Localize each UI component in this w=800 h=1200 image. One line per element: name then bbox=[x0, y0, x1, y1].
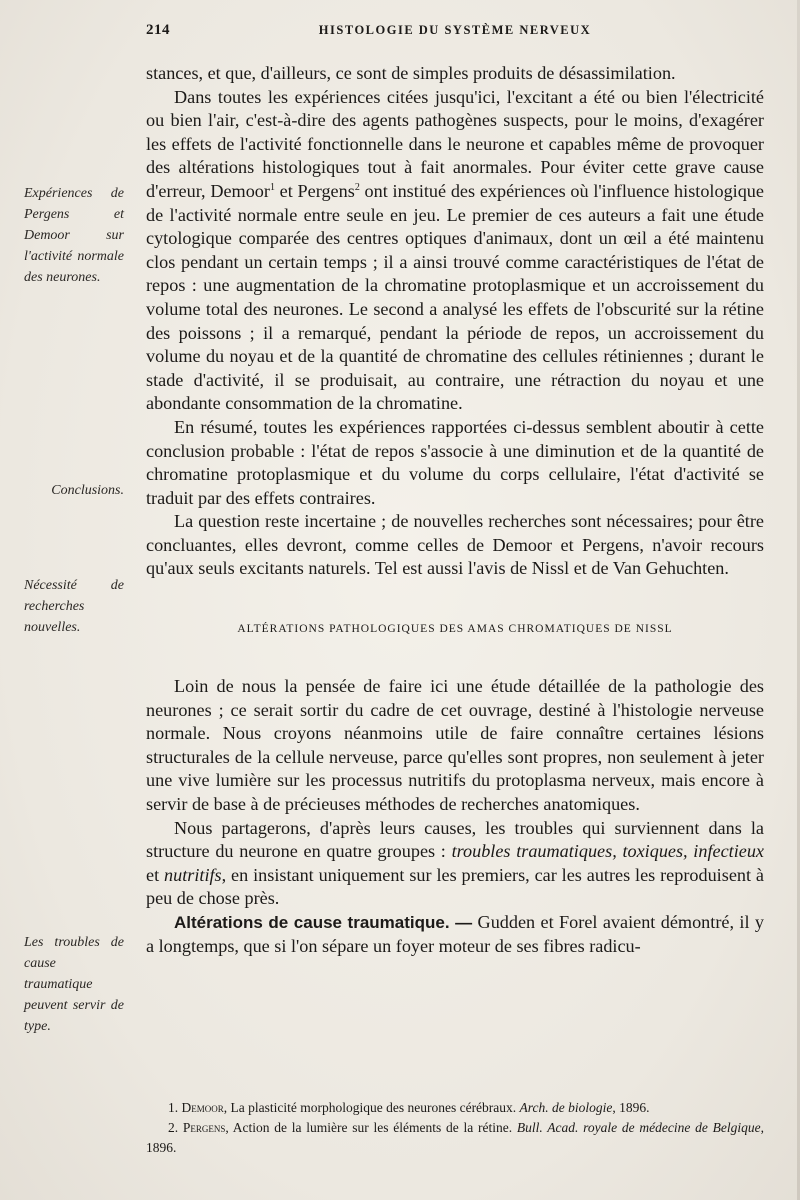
footnote-1-number: 1. bbox=[168, 1100, 179, 1115]
italic-nutritifs: nutritifs bbox=[164, 864, 222, 885]
margin-note-troubles: Les troubles de cause traumatique peuvent servir de type. bbox=[24, 935, 124, 1034]
footnote-2-text: , Action de la lumière sur les éléments de la rétine. bbox=[225, 1120, 517, 1135]
main-text bbox=[146, 62, 764, 958]
page-header bbox=[146, 22, 764, 42]
paragraph-groups bbox=[146, 817, 764, 911]
margin-note-necessite: Nécessité de recherches nouvelles. bbox=[24, 578, 124, 635]
margin-note-experiences: Expériences de Pergens et Demoor sur l'activité normale des neurones. bbox=[24, 186, 124, 285]
paragraph-excitants-text: Dans toutes les expériences citées jusqu'ici, l'excitant a été ou bien l'électricité ou bien l'air, c'est-à-dire des agents pathogènes suspects, pour le moins, d'exagérer les effets de l'activité fonctionnelle dans le neurone et capables même de provoquer des altérations histologiques tout à fait anormales. bbox=[146, 86, 764, 178]
footnote-2-number: 2. bbox=[168, 1120, 179, 1135]
footnote-2-journal: Bull. Acad. royale de médecine de Belgique bbox=[516, 1120, 761, 1135]
runin-heading-traumatic: Altérations de cause traumatique. — bbox=[174, 913, 473, 932]
footnote-1 bbox=[146, 1098, 764, 1118]
footnote-1-year: , 1896. bbox=[612, 1100, 650, 1115]
running-title: HISTOLOGIE DU SYSTÈME NERVEUX bbox=[318, 23, 592, 37]
paragraph-excitants bbox=[146, 86, 764, 416]
paragraph-pathology: Loin de nous la pensée de faire ici une étude détaillée de la pathologie des neurones ; ce serait sortir du cadre de cet ouvrage, destiné à l'histologie nerveuse normale. Nous croyons néanmoins utile de faire connaître certaines lésions structurales de la cellule nerveuse, parce qu'elles sont propres, non seulement à jeter une vive lumière sur les processus nutritifs du protoplasma nerveux, mais encore à servir de base à de précieuses méthodes de recherches anatomiques. bbox=[146, 676, 764, 815]
italic-troubles: troubles traumatiques, toxiques, infectieux bbox=[451, 841, 764, 862]
footnote-1-journal: Arch. de biologie bbox=[519, 1100, 613, 1115]
paragraph-groups-end: , en insistant uniquement sur les premiers, car les autres les reproduisent à peu de chose près. bbox=[146, 864, 764, 909]
footnote-ref-2[interactable]: 2 bbox=[354, 181, 360, 193]
section-title: ALTÉRATIONS PATHOLOGIQUES DES AMAS CHROMATIQUES DE NISSL bbox=[237, 623, 673, 636]
margin-note-conclusions: Conclusions. bbox=[51, 483, 124, 498]
paragraph-pergens-intro: et Pergens bbox=[274, 180, 355, 201]
footnote-2-author: Pergens bbox=[182, 1120, 226, 1135]
paragraph-conclusions: En résumé, toutes les expériences rapportées ci-dessus semblent aboutir à cette conclusion probable : l'état de repos s'associe à une diminution et de la quantité de chromatine protoplasmique et du volume du corps cellulaire, l'état d'activité se traduit par des effets contraires. bbox=[146, 416, 764, 508]
footnote-2 bbox=[146, 1118, 764, 1158]
paragraph-demoor-intro: Pour éviter cette grave cause d'erreur, Demoor bbox=[146, 157, 764, 201]
paragraph-question: La question reste incertaine ; de nouvelles recherches sont nécessaires; pour être concluantes, elles devront, comme celles de Demoor et Pergens, n'avoir recours qu'aux seuls excitants naturels. Tel est aussi l'avis de Nissl et de Van Gehuchten. bbox=[146, 511, 764, 579]
footnote-2-year: , 1896. bbox=[146, 1120, 764, 1155]
footnote-ref-1[interactable]: 1 bbox=[269, 181, 275, 193]
paragraph-experiments: ont institué des expériences où l'influence histologique de l'activité normale entre seule en jeu. Le premier de ces auteurs a fait une étude cytologique comparée des centres optiques d'animaux, dont un œil a été maintenu clos pendant un certain temps ; il a ainsi trouvé comme caractéristiques de l'état de repos : une augmentation de la chromatine protoplasmique et un accroissement du volume total des neurones. Le second a analysé les effets de l'obscurité sur la rétine des poissons ; il a remarqué, pendant la période de repos, un accroissement du volume du noyau et de la quantité de chromatine des cellules rétiniennes ; durant le stade d'activité, il se produisait, au contraire, une rétraction du noyau et une abondante consommation de la chromatine. bbox=[146, 180, 764, 414]
page-number: 214 bbox=[146, 22, 170, 38]
paragraph-continuation: stances, et que, d'ailleurs, ce sont de simples produits de désassimilation. bbox=[146, 63, 676, 83]
footnote-1-text: , La plasticité morphologique des neurones cérébraux. bbox=[223, 1100, 520, 1115]
footnote-1-author: Demoor bbox=[181, 1100, 224, 1115]
footnotes bbox=[146, 1098, 764, 1158]
paragraph-traumatic bbox=[146, 911, 764, 958]
paragraph-traumatic-text: Gudden et Forel avaient démontré, il y a longtemps, que si l'on sépare un foyer moteur de ses fibres radicu- bbox=[146, 912, 764, 956]
paragraph-groups-text: Nous partagerons, d'après leurs causes, les troubles qui surviennent dans la structure du neurone en quatre groupes : bbox=[146, 817, 764, 862]
paragraph-groups-and: et bbox=[146, 864, 165, 885]
